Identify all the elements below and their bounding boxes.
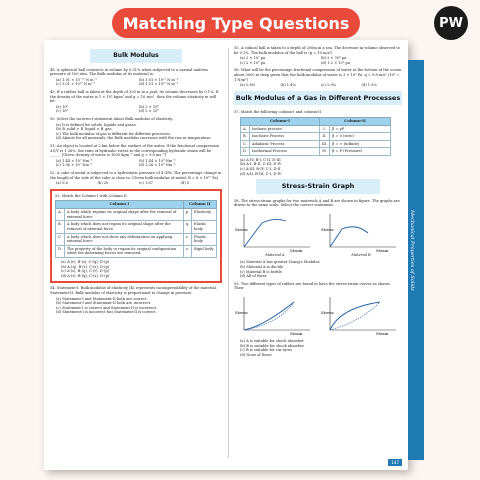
option: (b) A-I, B-II, C-III, D-IV [240,162,282,167]
options [61,260,217,278]
cell: C. [241,140,250,148]
option: (b) 2 × 10⁶ pa [321,56,347,61]
pw-logo: PW [434,6,468,40]
option: (a) 2 × 10⁷ pa [240,56,266,61]
cell: q. [183,221,191,233]
option: (d) Almost for all materials, the Bulk modulus increases with the rise in temperature. [56,136,212,141]
chapter-side-tab-label: Mechanical Properties of Solids [409,210,415,291]
option: (b) A-(q), B-(r), C-(s), D-(p) [61,264,110,269]
cell: A body which regains its original shape after the removal of external force [64,209,183,221]
option: (b) 1.01 × 10¹¹ N m⁻² [139,77,179,82]
question-text: 54. Statement-I: Bulk modulus of elasticity (K) represents incompressibility of the material. Statement-II: Bulk modulus of elasticity is proportional to change in pressure. [50,286,217,295]
cell: III. [319,140,329,148]
option: (a) 10⁸ [56,104,69,109]
option: (b) 1.4% [280,83,296,88]
question-49 [50,90,222,114]
cell: II. [319,133,329,141]
options [240,260,402,278]
table-row [56,209,217,221]
cell: A. [56,209,65,221]
option: (c) Material B is brittle [240,269,282,274]
options [56,159,222,168]
chapter-side-tab [408,60,424,460]
question-56 [234,68,402,87]
option: (d) A-II, B-III, C-I, D-IV [240,171,282,176]
cell: Isothermal Process [249,148,319,156]
cell: A body which does not show any deformation on applying external force. [64,233,183,245]
option: (b) 20 [97,181,109,186]
options [240,339,402,357]
option: (d) None of these [240,352,272,357]
cell: The property of the body to regain its original configuration when the deforming forces are removed. [64,245,183,257]
cell: IV. [319,148,329,156]
stress-strain-plot-b [320,211,400,253]
table-header: Column I [56,201,184,209]
axis-label-y: Stress [321,226,334,232]
question-text: 58. The stress-strain graphs for two materials A and B are shown in figure. The graphs are drawn to the same scale. Select the correct statement. [234,198,400,208]
cell: B. [56,221,65,233]
graph-material-b [320,211,402,258]
question-51 [50,144,222,168]
match-table [55,200,217,258]
page-number: 147 [388,459,402,466]
option: (d) All of these [240,274,267,279]
cell: Isobaric process [249,125,319,133]
option: (a) Statement-I and Statement-II both are correct. [56,296,148,301]
cell: β = 0 (zero) [330,133,391,141]
option: (a) It is defined for solids, liquids and gases. [56,122,137,127]
options [56,181,222,186]
axis-label-y: Stress [235,309,248,315]
table-row [241,133,391,141]
option: (c) 10⁹ [56,109,68,114]
options [56,105,222,114]
option: (a) 0.6 [56,181,68,186]
cell: Rigid body [192,245,217,257]
axis-label-y: Stress [235,226,248,232]
option: (d) 1.5% [361,83,377,88]
section-title-banner: Matching Type Questions [112,8,360,38]
option: (d) Statement-I is incorrect but Statement-II is correct. [56,310,157,315]
question-52 [50,171,222,186]
question-57 [234,110,402,176]
cell: I. [319,125,329,133]
cell: Plastic body [192,233,217,245]
option: (b) B_solid > B_liquid > B_gas [56,127,112,132]
option: (b) 1.44 × 10⁹ Nm⁻² [139,158,176,163]
table-row [241,148,391,156]
option: (c) 1.01 × 10¹² N m⁻² [56,82,95,87]
option: (a) A-IV, B-I, C-II, D-III [240,157,281,162]
table-header: Column II [183,201,216,209]
option: (c) B is suitable for car tyres [240,348,293,353]
cell: Elastic body [192,221,217,233]
option: (c) A-III, B-IV, C-I, D-II [240,167,281,172]
option: (b) 2 × 10⁸ [139,104,159,109]
option: (b) Statement-I and Statement-II both are incorrect. [56,301,152,306]
table-row [241,125,391,133]
options [240,83,402,88]
option: (c) Statement-I is correct and Statement-II is incorrect. [56,305,158,310]
left-column [50,46,222,318]
table-header: Column-I [241,117,320,125]
table-row [56,221,217,233]
question-text: 49. If a rubber ball is taken at the depth of 200 m in a pool, its volume decreases by 0.1%. If the density of the water is 1 × 10³ kg/m³ and g = 10 m/s², then the volume elasticity in will be: [50,90,219,104]
question-text: 51. An object is located at 2 km below the surface of the water. If the fractional compression ΔV/V is 1.36%, the ratio of hydraulic stress to the corresponding hydraulic strain will be ______ [Given: density of water is 1000 kgm⁻³ and g = 9.8 ms⁻²] [50,143,220,158]
cell: s. [183,245,191,257]
graph-caption: Material A [265,252,285,257]
question-text: 50. Select the incorrect statement about Bulk modulus of elasticity. [50,117,173,122]
question-54 [50,286,222,315]
cell: β = P (Pressure) [330,148,391,156]
stress-strain-plot-a [234,211,314,253]
table-header: Column-II [319,117,390,125]
cell: D. [56,245,65,257]
question-58 [234,199,402,279]
question-text: 59. Two different types of rubber are found to have the stress-strain curves as shown. Then- [234,281,391,291]
question-text: 53. Match the Column I with Column II [55,193,127,198]
option: (c) A-(s), B-(q), C-(r), D-(p) [61,269,110,274]
stress-strain-heading: Stress-Strain Graph [256,179,380,193]
question-text: 55. A cubical ball is taken to a depth of 200m in a sea. The decrease in volume observed to be 0.1%. The bulk modulus of the ball is (g = 10 m/s²) [234,46,401,55]
option: (a) 1.01 × 10⁻¹¹ N m⁻² [56,77,97,82]
graph-caption: Material B [351,252,371,257]
cell: p. [183,209,191,221]
question-59 [234,282,402,358]
cell: r. [183,233,191,245]
question-text: 52. A cube of metal is subjected to a hydrostatic pressure of 4 GPa. The percentage change in the length of the side of the cube is close to: (Given bulk modulus of metal, B = 8 × 10¹⁰ Pa) [50,170,222,180]
option: (a) A-(r), B-(s), C-(q), D-(p) [61,259,110,264]
axis-label-x: Strain [290,247,303,253]
book-page [44,40,408,470]
option: (d) 1.2 × 10⁸ pa [321,60,350,65]
rubber-graphs [234,294,402,336]
option: (a) A is suitable for shock absorber [240,338,304,343]
option: (b) Material A is ductile [240,264,284,269]
question-53-highlight-box [50,189,222,284]
question-text: 57. Match the following column-I and column-II [234,110,322,115]
rubber-plot-a [234,294,314,336]
axis-label-x: Strain [376,247,389,253]
cell: β = γP [330,125,391,133]
options [56,123,222,141]
right-column [234,46,402,360]
option: (c) 1.67 [139,181,153,186]
table-row [56,233,217,245]
options [240,56,402,65]
question-48 [50,68,222,87]
option: (a) Material A has greater Young's Modulus [240,260,320,265]
cell: β = ∞ (infinite) [330,140,391,148]
cell: Elasticity [192,209,217,221]
axis-label-x: Strain [290,330,303,336]
rubber-plot-b [320,294,400,336]
option: (b) B is suitable for shock absorber [240,343,305,348]
table-row [56,245,217,257]
option: (c) 1.96 × 10⁷ Nm⁻² [56,163,93,168]
option: (d) 5 [180,181,190,186]
option: (d) 2.26 × 10⁹ Nm⁻² [139,163,176,168]
axis-label-y: Stress [321,309,334,315]
cell: B. [241,133,250,141]
option: (c) 2 × 10⁹ pa [240,60,266,65]
cell: A body which does not regain its original shape after the removal of external force. [64,221,183,233]
option: (a) 0.8% [240,83,256,88]
question-50 [50,117,222,141]
cell: C. [56,233,65,245]
option: (d) 1.01 × 10¹⁰ N m⁻² [139,82,179,87]
cell: Adiabatic Process [249,140,319,148]
question-text: 56. What will be the percentage fractional compression of water at the bottom of the ocean about 5000 m deep given that the bulk modulus of water is 3 × 10⁹ Pa. g = 9.8 m/s² (10⁶ = 1 N/m²) [234,68,402,82]
match-table [240,117,391,156]
option: (d) 2 × 10⁹ [139,109,159,114]
cell: D. [241,148,250,156]
question-55 [234,46,402,65]
options [56,297,222,315]
cell: A. [241,125,250,133]
cell: Isochoric Process [249,133,319,141]
option: (c) 2.9% [321,83,337,88]
question-text: 48. A spherical ball contracts in volume by 0.01% when subjected to a normal uniform pressure of 100 atm. The Bulk modulus of its material is: [50,67,208,77]
graph-material-a [234,211,316,258]
option: (a) 1.44 × 10⁷ Nm⁻² [56,158,93,163]
gas-bulk-modulus-heading: Bulk Modulus of a Gas in Different Processes [234,91,402,105]
bulk-modulus-heading: Bulk Modulus [90,49,182,63]
option: (d) A-(r), B-(q), C-(s), D-(p) [61,273,110,278]
options [240,158,402,176]
stress-strain-graphs [234,211,402,258]
table-row [241,140,391,148]
axis-label-x: Strain [376,330,389,336]
column-divider [228,48,229,458]
options [56,78,222,87]
option: (c) The bulk modulus of gas is different for different processes. [56,131,172,136]
